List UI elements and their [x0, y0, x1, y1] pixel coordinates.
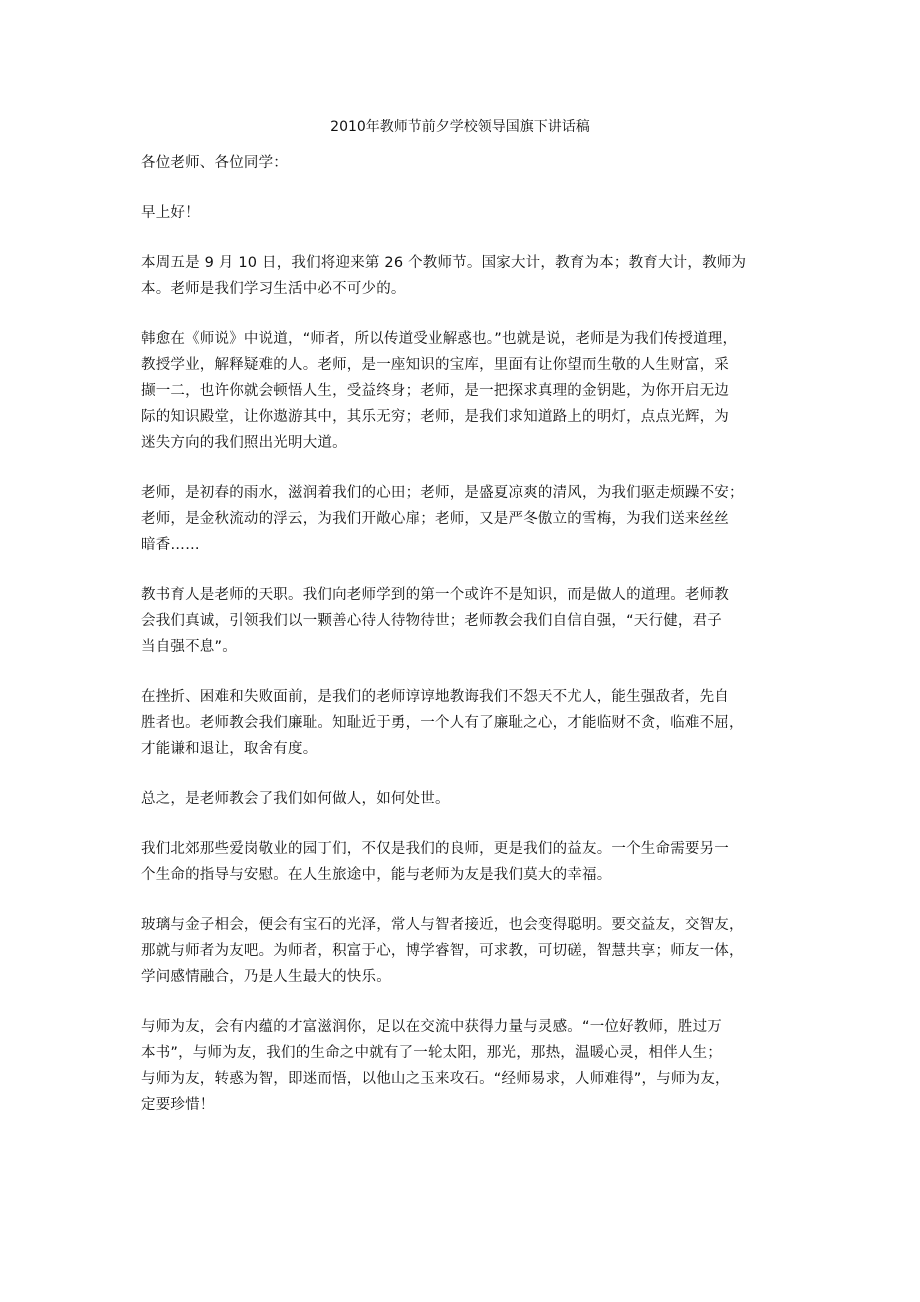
- text-line: 总之，是老师教会了我们如何做人，如何处世。: [141, 791, 450, 807]
- text-line: 会我们真诚，引领我们以一颗善心待人待物待世；老师教会我们自信自强，“天行健，君子: [141, 613, 723, 629]
- text-line: 老师，是初春的雨水，滋润着我们的心田；老师，是盛夏凉爽的清风，为我们驱走烦躁不安；: [141, 485, 744, 501]
- text-line: 那就与师者为友吧。为师者，积富于心，博学睿智，可求教，可切磋，智慧共享；师友一体，: [141, 943, 744, 959]
- text-line: 撷一二，也许你就会顿悟人生，受益终身；老师，是一把探求真理的金钥匙，为你开启无边: [141, 383, 729, 399]
- text-line: 定要珍惜！: [141, 1097, 215, 1113]
- text-line: 教授学业，解释疑难的人。老师，是一座知识的宝库，里面有让你望而生敬的人生财富，采: [141, 357, 729, 373]
- text-line: 与师为友，会有内蕴的才富滋润你，足以在交流中获得力量与灵感。“一位好教师，胜过万: [141, 1019, 723, 1035]
- text-line: 玻璃与金子相会，便会有宝石的光泽，常人与智者接近，也会变得聪明。要交益友，交智友，: [141, 917, 744, 933]
- text-line: 学问感情融合，乃是人生最大的快乐。: [141, 969, 391, 985]
- text-line: 我们北郊那些爱岗敬业的园丁们，不仅是我们的良师，更是我们的益友。一个生命需要另一: [141, 841, 729, 857]
- body-paragraph: [141, 836, 791, 888]
- text-line: 本。老师是我们学习生活中必不可少的。: [141, 281, 406, 297]
- text-line: 在挫折、困难和失败面前，是我们的老师谆谆地教诲我们不怨天不尤人，能生强敌者，先自: [141, 689, 729, 705]
- document-body: [141, 150, 791, 1142]
- body-paragraph: [141, 250, 791, 302]
- body-paragraph: [141, 912, 791, 990]
- text-line: 老师，是金秋流动的浮云，为我们开敞心扉；老师，又是严冬傲立的雪梅，为我们送来丝丝: [141, 511, 729, 527]
- text-line: 迷失方向的我们照出光明大道。: [141, 435, 347, 451]
- greeting-paragraph: [141, 150, 791, 176]
- text-line: 与师为友，转惑为智，即迷而悟，以他山之玉来攻石。“经师易求，人师难得”，与师为友，: [141, 1071, 730, 1087]
- text-line: 本周五是 9 月 10 日，我们将迎来第 26 个教师节。国家大计，教育为本；教育大计，教师为: [141, 255, 747, 271]
- salutation-paragraph: [141, 200, 791, 226]
- text-line: 各位老师、各位同学：: [141, 155, 288, 171]
- text-line: 韩愈在《师说》中说道，“师者，所以传道受业解惑也。”也就是说，老师是为我们传授道理，: [141, 331, 738, 347]
- text-line: 暗香……: [141, 537, 200, 553]
- body-paragraph: [141, 684, 791, 762]
- document-title: 2010年教师节前夕学校领导国旗下讲话稿: [330, 119, 590, 135]
- text-line: 胜者也。老师教会我们廉耻。知耻近于勇，一个人有了廉耻之心，才能临财不贪，临难不屈，: [141, 715, 744, 731]
- body-paragraph: [141, 480, 791, 558]
- body-paragraph: [141, 786, 791, 812]
- body-paragraph: [141, 582, 791, 660]
- text-line: 教书育人是老师的天职。我们向老师学到的第一个或许不是知识，而是做人的道理。老师教: [141, 587, 729, 603]
- text-line: 当自强不息”。: [141, 639, 237, 655]
- text-line: 际的知识殿堂，让你遨游其中，其乐无穷；老师，是我们求知道路上的明灯，点点光辉，为: [141, 409, 729, 425]
- text-line: 个生命的指导与安慰。在人生旅途中，能与老师为友是我们莫大的幸福。: [141, 867, 612, 883]
- text-line: 本书”，与师为友，我们的生命之中就有了一轮太阳，那光，那热，温暖心灵，相伴人生；: [141, 1045, 723, 1061]
- text-line: 才能谦和退让，取舍有度。: [141, 741, 318, 757]
- closing-paragraph: [141, 1014, 791, 1118]
- text-line: 早上好！: [141, 205, 200, 221]
- body-paragraph: [141, 326, 791, 456]
